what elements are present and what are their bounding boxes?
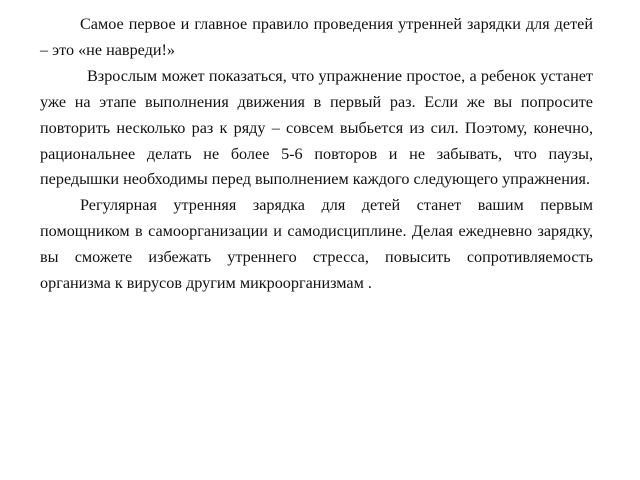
paragraph-safety-rule: Самое первое и главное правило проведения утренней зарядки для детей – это «не навреди!» (40, 15, 593, 59)
paragraph-benefits: Регулярная утренняя зарядка для детей станет вашим первым помощником в самоорганизации и самодисциплине. Делая ежедневно зарядку, вы сможете избежать утреннего стресса, повысить сопротивляемость организма к вирусов другим микроорганизмам . (40, 196, 593, 293)
paragraph-repetitions: Взрослым может показаться, что упражнение простое, а ребенок устанет уже на этапе выполнения движения в первый раз. Если же вы попросите повторить несколько раз к ряду – совсем выбьется из сил. Поэтому, конечно, рациональнее делать не более 5-6 повторов и не забывать, что паузы, передышки необходимы перед выполнением каждого следующего упражнения. (40, 66, 593, 189)
text-body (40, 12, 593, 297)
